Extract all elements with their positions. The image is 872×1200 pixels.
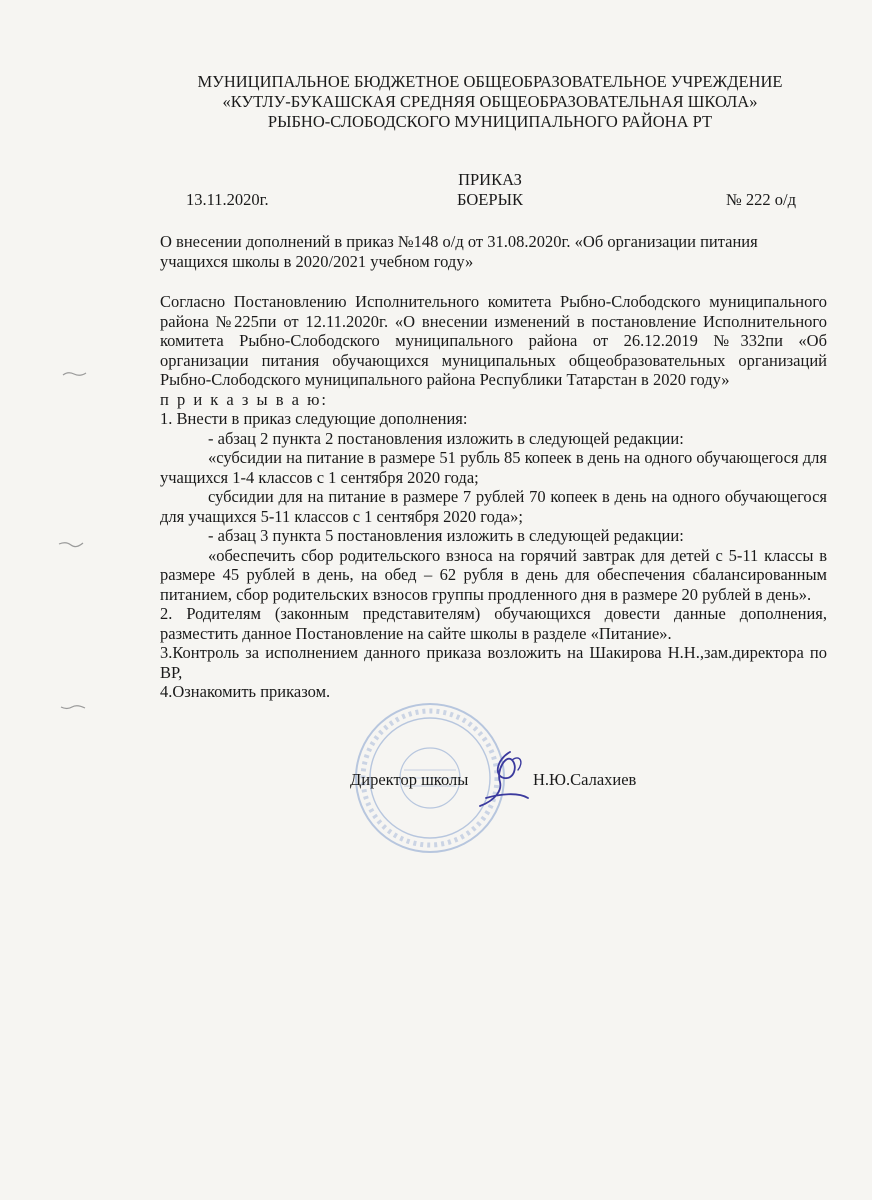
margin-mark [58, 540, 84, 548]
signature-name: Н.Ю.Салахиев [533, 770, 637, 789]
order-number: № 222 о/д [726, 190, 796, 209]
order-subject: О внесении дополнений в приказ №148 о/д от 31.08.2020г. «Об организации питания учащихся школы в 2020/2021 учебном году» [160, 232, 758, 271]
order-word: п р и к а з ы в а ю: [160, 389, 329, 409]
item-1-amendment-a-quote-1: «субсидии на питание в размере 51 рубль 85 копеек в день на одного обучающегося для учащихся 1-4 классов с 1 сентября 2020 года; [160, 448, 827, 487]
preamble-paragraph: Согласно Постановлению Исполнительного комитета Рыбно-Слободского муниципального района №225пи от 12.11.2020г. «О внесении изменений в постановление Исполнительного комитета Рыбно-Слободского муниципального района от 26.12.2019 №332пи «Об организации питания обучающихся муниципальных общеобразовательных организаций Рыбно-Слободского муниципального района Республики Татарстан в 2020 году» [160, 292, 827, 389]
item-1-amendment-b: - абзац 3 пункта 5 постановления изложить в следующей редакции: [208, 526, 684, 545]
handwritten-signature [466, 748, 536, 812]
item-1: 1. Внести в приказ следующие дополнения: [160, 409, 468, 428]
item-1-amendment-b-quote: «обеспечить сбор родительского взноса на горячий завтрак для детей с 5-11 классы в размере 45 рублей в день, на обед – 62 рубля в день для обеспечения сбалансированным питанием, сбор родительских взносов группы продленного дня в размере 20 рублей в день». [160, 545, 827, 604]
order-title [440, 170, 540, 210]
order-body [160, 292, 827, 702]
institution-header [140, 72, 840, 132]
order-title-tt: БОЕРЫК [457, 190, 523, 209]
item-1-amendment-a-quote-2: субсидии для на питание в размере 7 рублей 70 копеек в день на одного обучающегося для учащихся 5-11 классов с 1 сентября 2020 года»; [160, 487, 827, 526]
header-line-1: МУНИЦИПАЛЬНОЕ БЮДЖЕТНОЕ ОБЩЕОБРАЗОВАТЕЛЬНОЕ УЧРЕЖДЕНИЕ [197, 72, 783, 91]
margin-mark [60, 704, 86, 712]
order-date: 13.11.2020г. [186, 190, 269, 209]
margin-mark [62, 370, 88, 378]
item-4: 4.Ознакомить приказом. [160, 682, 331, 701]
signature-position: Директор школы [350, 770, 469, 789]
order-title-ru: ПРИКАЗ [458, 170, 522, 189]
item-3: 3.Контроль за исполнением данного приказа возложить на Шакирова Н.Н.,зам.директора по ВР, [160, 643, 827, 682]
header-line-2: «КУТЛУ-БУКАШСКАЯ СРЕДНЯЯ ОБЩЕОБРАЗОВАТЕЛЬНАЯ ШКОЛА» [222, 92, 758, 111]
item-2: 2. Родителям (законным представителям) обучающихся довести данные дополнения, разместить данное Постановление на сайте школы в разделе «Питание». [160, 604, 827, 643]
header-line-3: РЫБНО-СЛОБОДСКОГО МУНИЦИПАЛЬНОГО РАЙОНА РТ [267, 112, 713, 131]
item-1-amendment-a: - абзац 2 пункта 2 постановления изложить в следующей редакции: [208, 428, 684, 448]
